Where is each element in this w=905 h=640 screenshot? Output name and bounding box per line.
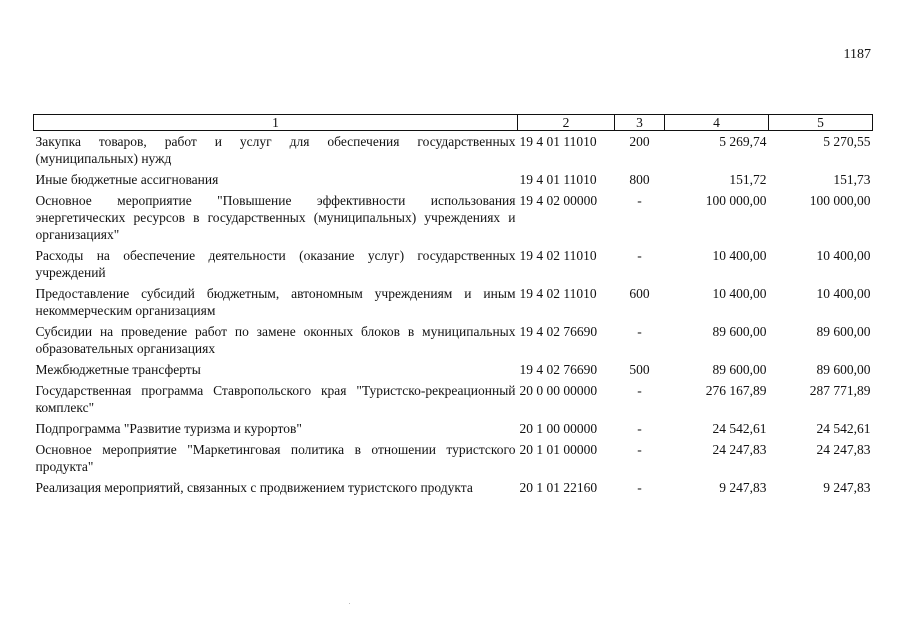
row-code: 20 1 01 22160 [519,480,598,495]
row-expense-type: - [637,480,642,495]
row-sum-1: 24 247,83 [712,442,767,457]
row-name: Основное мероприятие "Маркетинговая политика в отношении туристского продукта" [35,442,516,474]
row-name: Предоставление субсидий бюджетным, автономным учреждениям и иным некоммерческим организациям [35,286,516,318]
row-expense-type: - [637,248,642,263]
row-name: Реализация мероприятий, связанных с продвижением туристского продукта [35,480,473,495]
row-sum-2: 151,73 [833,172,871,187]
row-name: Подпрограмма "Развитие туризма и курортов" [35,421,302,436]
row-sum-2: 9 247,83 [823,480,871,495]
row-sum-1: 100 000,00 [705,193,767,208]
row-code: 19 4 02 11010 [519,248,597,263]
row-expense-type: - [637,324,642,339]
scan-speck [349,603,350,604]
header-col-3: 3 [615,115,665,131]
table-row [34,131,873,170]
row-name: Субсидии на проведение работ по замене оконных блоков в муниципальных образовательных организациях [35,324,516,356]
row-code: 19 4 02 76690 [519,362,598,377]
row-code: 19 4 01 11010 [519,172,597,187]
row-sum-2: 10 400,00 [816,248,871,263]
row-sum-1: 276 167,89 [705,383,767,398]
row-code: 20 1 00 00000 [519,421,598,436]
table-row [34,439,873,477]
row-sum-2: 24 247,83 [816,442,871,457]
row-name: Закупка товаров, работ и услуг для обеспечения государственных (муниципальных) нужд [35,134,516,166]
row-sum-1: 10 400,00 [712,248,767,263]
table-header [34,115,873,131]
row-sum-1: 9 247,83 [719,480,767,495]
row-name: Основное мероприятие "Повышение эффективности использования энергетических ресурсов в государственных (муниципальных) учреждениях и организациях" [35,193,516,242]
table-row [34,190,873,245]
row-sum-1: 89 600,00 [712,362,767,377]
budget-table [33,114,873,498]
table-row [34,321,873,359]
table-row [34,169,873,190]
row-code: 20 0 00 00000 [519,383,598,398]
row-expense-type: - [637,421,642,436]
row-expense-type: 200 [629,134,650,149]
page-number: 1187 [843,47,871,62]
row-sum-1: 10 400,00 [712,286,767,301]
row-expense-type: - [637,383,642,398]
row-sum-2: 89 600,00 [816,324,871,339]
table-row [34,283,873,321]
row-sum-2: 287 771,89 [809,383,871,398]
header-col-5: 5 [769,115,873,131]
header-col-2: 2 [518,115,615,131]
row-sum-1: 24 542,61 [712,421,767,436]
table-row [34,245,873,283]
row-name: Иные бюджетные ассигнования [35,172,219,187]
row-expense-type: - [637,442,642,457]
table-row [34,477,873,498]
row-sum-1: 151,72 [729,172,767,187]
header-col-4: 4 [665,115,769,131]
row-code: 19 4 02 00000 [519,193,598,208]
table-row [34,380,873,418]
table-row [34,418,873,439]
row-name: Межбюджетные трансферты [35,362,201,377]
table-row [34,359,873,380]
header-col-1: 1 [34,115,518,131]
row-name: Государственная программа Ставропольского края "Туристско-рекреационный комплекс" [35,383,516,415]
row-code: 19 4 02 76690 [519,324,598,339]
row-sum-1: 89 600,00 [712,324,767,339]
row-expense-type: 500 [629,362,650,377]
row-sum-2: 5 270,55 [823,134,871,149]
row-sum-2: 100 000,00 [809,193,871,208]
row-sum-2: 89 600,00 [816,362,871,377]
row-sum-2: 10 400,00 [816,286,871,301]
row-expense-type: 800 [629,172,650,187]
row-name: Расходы на обеспечение деятельности (оказание услуг) государственных учреждений [35,248,516,280]
row-code: 19 4 01 11010 [519,134,597,149]
row-expense-type: 600 [629,286,650,301]
row-sum-1: 5 269,74 [719,134,767,149]
row-code: 20 1 01 00000 [519,442,598,457]
row-code: 19 4 02 11010 [519,286,597,301]
table-body [34,131,873,499]
row-expense-type: - [637,193,642,208]
row-sum-2: 24 542,61 [816,421,871,436]
